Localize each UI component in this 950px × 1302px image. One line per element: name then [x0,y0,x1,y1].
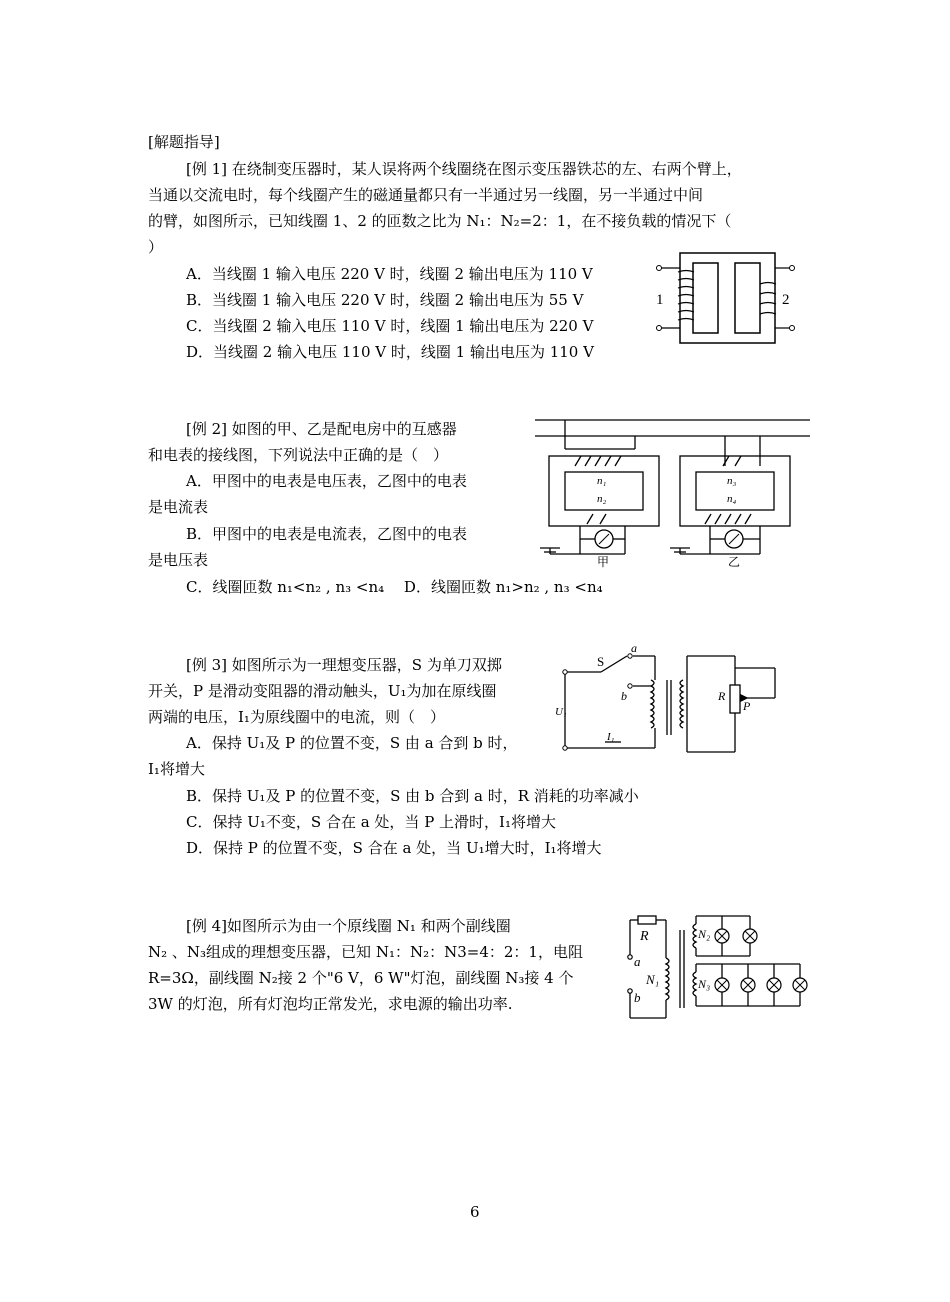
ex2-label-n1: n₁ [597,475,607,487]
ex2-options-cd: C．线圈匝数 n₁<n₂ , n₃ <n₄ D．线圈匝数 n₁>n₂ , n₃ <n₄ [186,578,603,596]
ex3-label-r: R [718,689,726,703]
ex4-label-r: R [640,929,649,944]
ex4-line-4: 3W 的灯泡，所有灯泡均正常发光，求电源的输出功率. [148,995,513,1013]
ex2-line-2: 和电表的接线图，下列说法中正确的是（ ） [148,446,449,464]
ex1-label-2: 2 [782,292,790,308]
ex3-transformer-figure [555,640,785,760]
ex4-line-1: [例 4]如图所示为由一个原线圈 N₁ 和两个副线圈 [186,917,511,935]
ex2-label-n4: n₄ [727,493,737,505]
ex3-option-a: A．保持 U₁及 P 的位置不变，S 由 a 合到 b 时， [186,734,518,752]
ex1-line-1: [例 1] 在绕制变压器时，某人误将两个线圈绕在图示变压器铁芯的左、右两个臂上， [186,160,742,178]
ex1-line-2: 当通以交流电时，每个线圈产生的磁通量都只有一半通过另一线圈，另一半通过中间 [148,186,704,204]
ex4-label-a: a [634,954,641,969]
ex1-option-b: B．当线圈 1 输入电压 220 V 时，线圈 2 输出电压为 55 V [186,291,584,309]
ex3-line-3: 两端的电压，I₁为原线圈中的电流，则（ ） [148,708,445,726]
ex3-option-b: B．保持 U₁及 P 的位置不变，S 由 b 合到 a 时，R 消耗的功率减小 [186,787,639,805]
ex2-option-b: B．甲图中的电表是电流表，乙图中的电表 [186,525,468,543]
section-title: [解题指导] [148,133,220,151]
ex3-label-b: b [621,689,627,703]
ex4-line-2: N₂ 、N₃组成的理想变压器，已知 N₁：N₂：N3=4：2：1，电阻 [148,943,583,961]
ex1-line-4: ） [148,238,164,256]
ex4-transformer-figure [622,910,812,1022]
ex2-label-n2: n₂ [597,493,607,505]
ex3-option-d: D．保持 P 的位置不变，S 合在 a 处，当 U₁增大时，I₁将增大 [186,839,602,857]
ex2-line-1: [例 2] 如图的甲、乙是配电房中的互感器 [186,420,457,438]
ex1-option-d: D．当线圈 2 输入电压 110 V 时，线圈 1 输出电压为 110 V [186,343,594,361]
ex1-label-1: 1 [656,292,664,308]
ex4-label-n3: N₃ [698,977,711,991]
ex3-line-2: 开关，P 是滑动变阻器的滑动触头，U₁为加在原线圈 [148,682,497,700]
ex1-option-c: C．当线圈 2 输入电压 110 V 时，线圈 1 输出电压为 220 V [186,317,594,335]
ex4-label-n2: N₂ [698,927,711,941]
ex2-option-a-cont: 是电流表 [148,498,209,516]
ex1-transformer-figure [650,248,810,353]
ex2-label-n3: n₃ [727,475,737,487]
ex4-label-n1: N₁ [646,972,660,987]
ex3-option-a-cont: I₁将增大 [148,760,205,778]
ex2-option-a: A．甲图中的电表是电压表，乙图中的电表 [186,472,467,490]
ex1-line-3: 的臂，如图所示，已知线圈 1、2 的匝数之比为 N₁：N₂=2：1，在不接负载的情况下（ [148,212,732,230]
ex3-label-u1: U₁ [555,706,567,718]
ex1-option-a: A．当线圈 1 输入电压 220 V 时，线圈 2 输出电压为 110 V [186,265,593,283]
ex4-line-3: R=3Ω，副线圈 N₂接 2 个"6 V，6 W"灯泡，副线圈 N₃接 4 个 [148,969,574,987]
ex3-line-1: [例 3] 如图所示为一理想变压器，S 为单刀双掷 [186,656,502,674]
ex2-option-b-cont: 是电压表 [148,551,209,569]
page-number: 6 [470,1203,480,1221]
ex3-option-c: C．保持 U₁不变，S 合在 a 处，当 P 上滑时，I₁将增大 [186,813,556,831]
ex4-label-b: b [634,990,641,1005]
ex3-label-p: P [743,699,751,713]
ex3-label-s: S [597,654,605,669]
ex2-label-jia: 甲 [597,555,610,569]
ex3-label-i1: I₁ [607,731,615,743]
ex2-transformer-figure [535,414,810,574]
ex2-label-yi: 乙 [728,555,741,569]
ex3-label-a: a [631,641,637,655]
